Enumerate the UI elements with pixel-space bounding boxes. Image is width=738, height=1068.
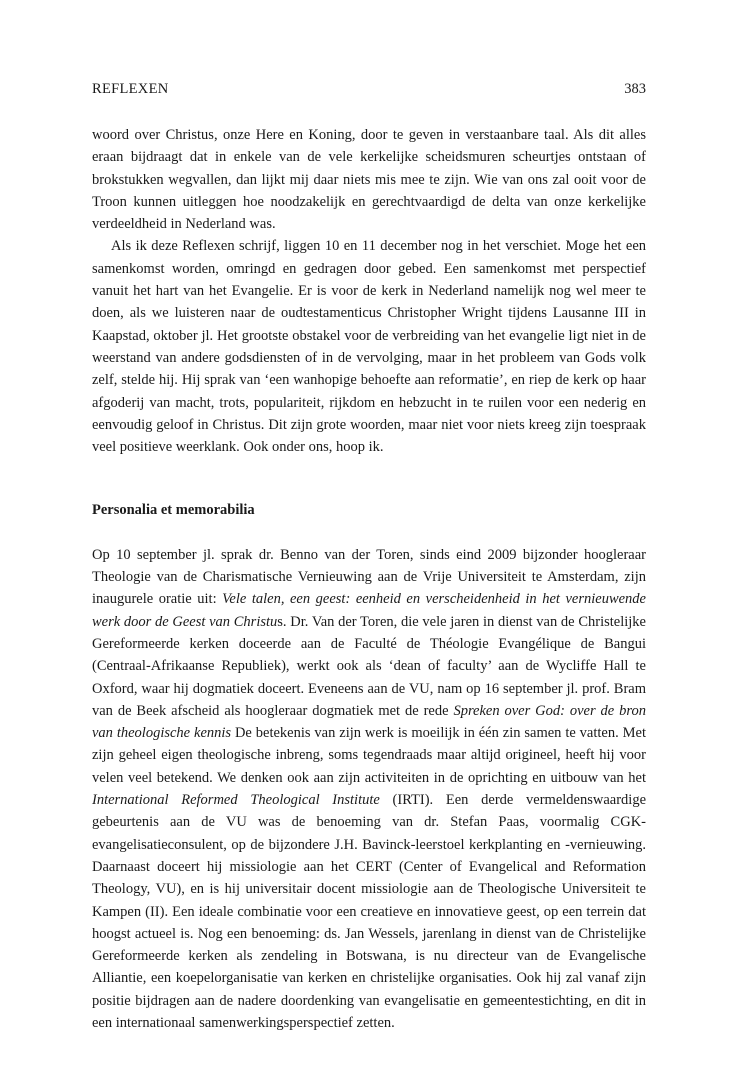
body-text bbox=[92, 124, 646, 1034]
paragraph-2: Als ik deze Reflexen schrijf, liggen 10 en 11 december nog in het verschiet. Moge het een samenkomst worden, omringd en gedragen door gebed. Een samenkomst met perspectief vanuit het hart van het Evangelie. Er is voor de kerk in Nederland namelijk nog wel meer te doen, als we luisteren naar de oudtestamenticus Christopher Wright tijdens Lausanne III in Kaapstad, oktober jl. Het grootste obstakel voor de verbreiding van het evangelie ligt niet in de weerstand van andere godsdiensten of in de vervolging, maar in het probleem van Gods volk zelf, stelde hij. Hij sprak van ‘een wanhopige behoefte aan reformatie’, en riep de kerk op haar afgoderij van macht, trots, populariteit, rijkdom en hebzucht in te ruilen voor een nederig en eenvoudig geloof in Christus. Dit zijn grote woorden, maar niet voor niets kreeg zijn toespraak veel positieve weerklank. Ook onder ons, hoop ik. bbox=[92, 238, 646, 456]
page-number: 383 bbox=[624, 81, 646, 97]
text-segment: Op 10 september jl. sprak dr. Benno van der Toren, sinds eind 2009 bijzonder hoogleraar Theologie van de Charismatische Vernieuwing aan de Vrije Universiteit te Amsterdam, zijn inaugurele oratie uit: bbox=[92, 546, 646, 608]
section-heading: Personalia et memorabilia bbox=[92, 502, 255, 519]
paragraph-1: woord over Christus, onze Here en Koning, door te geven in verstaanbare taal. Als dit alles eraan bijdraagt dat in enkele van de vele kerkelijke scheidsmuren scheurtjes ontstaan of brokstukken wegvallen, dan lijkt mij daar niets mis mee te zijn. Wie van ons zal ooit voor de Troon kunnen uitleggen hoe noodzakelijk en gerechtvaardigd de delta van onze kerkelijke verdeeldheid in Nederland was. bbox=[92, 127, 646, 233]
text-segment: s. Dr. Van der Toren, die vele jaren in dienst van de Christelijke Gereformeerde kerken doceerde aan de Faculté de Théologie Evangélique de Bangui (Centraal-Afrikaanse Republiek), werkt ook als ‘dean of faculty’ aan de Wycliffe Hall te Oxford, waar hij dogmatiek doceert. Eveneens aan de VU, nam op 16 september jl. prof. Bram van de Beek afscheid als hoogleraar dogmatiek met de rede bbox=[92, 613, 646, 719]
institute-name: International Reformed Theological Institute bbox=[92, 792, 380, 809]
paragraph-personalia bbox=[92, 544, 646, 1035]
rede-title: Spreken over God: over de bron van theologische kennis bbox=[92, 702, 646, 742]
oratie-title: Vele talen, een geest: eenheid en verscheidenheid in het vernieuwende werk door de Geest van Christu bbox=[92, 591, 646, 630]
running-title: REFLEXEN bbox=[92, 81, 169, 97]
spacer bbox=[92, 458, 646, 499]
text-segment: (IRTI). Een derde vermeldenswaardige gebeurtenis aan de VU was de benoeming van dr. Stefan Paas, voormalig CGK-evangelisatieconsulent, op de bijzondere J.H. Bavinck-leerstoel kerkplanting en -vernieuwing. Daarnaast doceert hij missiologie aan het CERT (Center of Evangelical and Reformation Theology, VU), en is hij universitair docent missiologie aan de Theologische Universiteit te Kampen (II). Een ideale combinatie voor een creatieve en innovatieve geest, op een terrein dat hoogst actueel is. Nog een benoeming: ds. Jan Wessels, jarenlang in dienst van de Christelijke Gereformeerde kerken als zendeling in Botswana, is nu directeur van de Evangelische Alliantie, een koepelorganisatie van kerken en christelijke organisaties. Ook hij zal vanaf zijn positie bijdragen aan de nadere doordenking van evangelisatie en gemeentestichting, en dit in een internationaal samenwerkingsperspectief zetten. bbox=[92, 792, 647, 1031]
spacer bbox=[92, 522, 646, 544]
text-segment: De betekenis van zijn werk is moeilijk in één zin samen te vatten. Met zijn geheel eigen theologische inbreng, soms tegendraads maar altijd origineel, heeft hij voor velen veel betekend. We denken ook aan zijn activiteiten in de oprichting en uitbouw van het bbox=[92, 725, 646, 786]
